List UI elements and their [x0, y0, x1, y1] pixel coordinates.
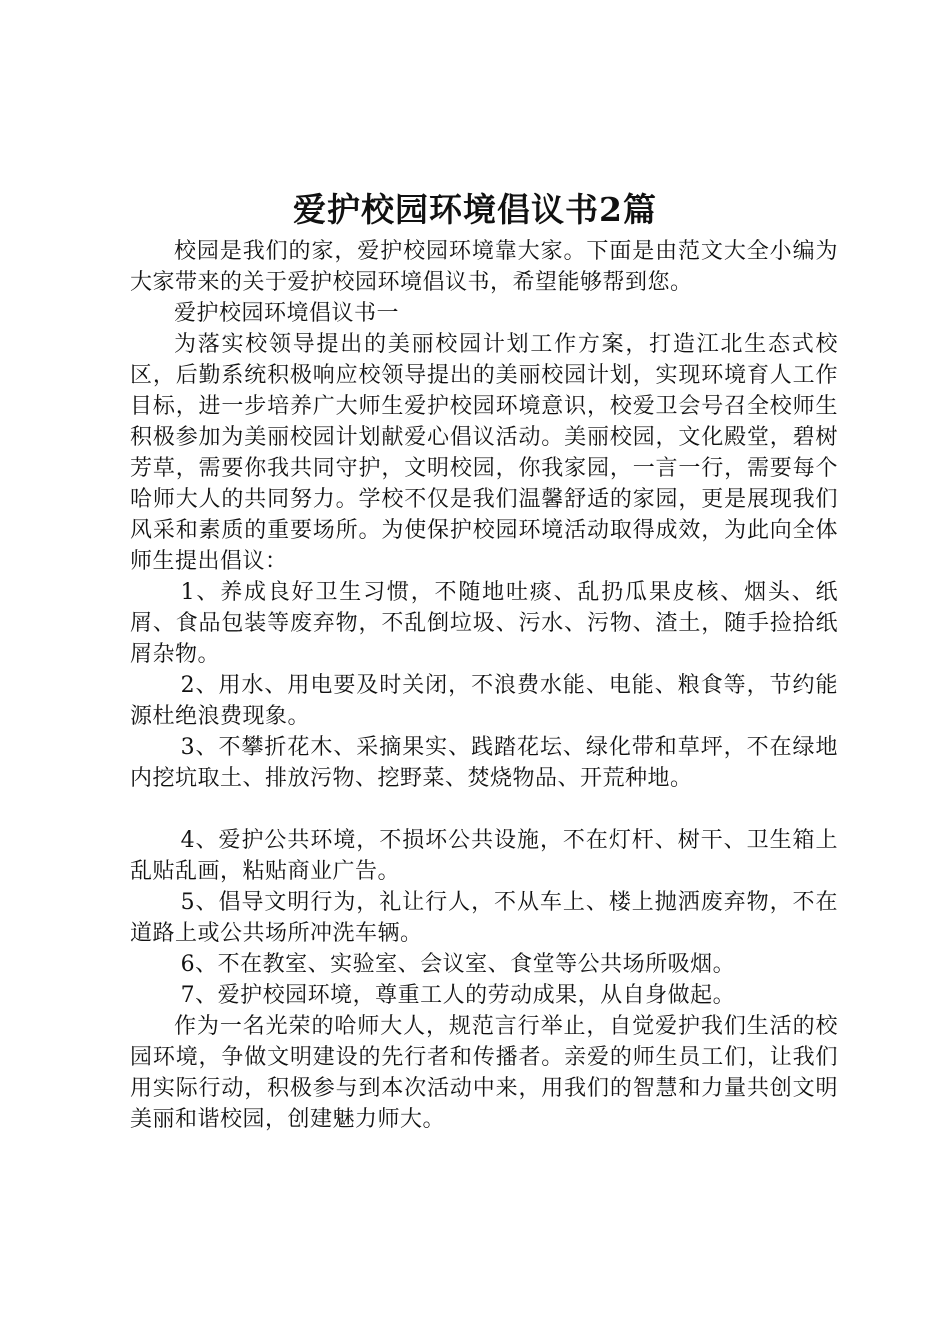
- intro-paragraph: 校园是我们的家，爱护校园环境靠大家。下面是由范文大全小编为大家带来的关于爱护校园环境倡议书，希望能够帮到您。: [130, 239, 838, 295]
- proposal-item-1: 1、养成良好卫生习惯，不随地吐痰、乱扔瓜果皮核、烟头、纸屑、食品包装等废弃物，不乱倒垃圾、污水、污物、渣土，随手捡拾纸屑杂物。: [130, 580, 838, 667]
- proposal-item-5: 5、倡导文明行为，礼让行人，不从车上、楼上抛洒废弃物，不在道路上或公共场所冲洗车辆。: [130, 890, 838, 946]
- proposal-item-6: 6、不在教室、实验室、会议室、食堂等公共场所吸烟。: [180, 952, 736, 977]
- document-title: 爱护校园环境倡议书2篇: [293, 190, 657, 229]
- proposal-item-4: 4、爱护公共环境，不损坏公共设施，不在灯杆、树干、卫生箱上乱贴乱画，粘贴商业广告。: [130, 828, 838, 884]
- document-body: [130, 236, 838, 1135]
- proposal-item-7: 7、爱护校园环境，尊重工人的劳动成果，从自身做起。: [180, 983, 736, 1008]
- section-heading: 爱护校园环境倡议书一: [174, 301, 400, 326]
- closing-paragraph: 作为一名光荣的哈师大人，规范言行举止，自觉爱护我们生活的校园环境，争做文明建设的先行者和传播者。亲爱的师生员工们，让我们用实际行动，积极参与到本次活动中来，用我们的智慧和力量共创文明美丽和谐校园，创建魅力师大。: [130, 1014, 838, 1132]
- body-paragraph: 为落实校领导提出的美丽校园计划工作方案，打造江北生态式校区，后勤系统积极响应校领导提出的美丽校园计划，实现环境育人工作目标，进一步培养广大师生爱护校园环境意识，校爱卫会号召全校师生积极参加为美丽校园计划献爱心倡议活动。美丽校园，文化殿堂，碧树芳草，需要你我共同守护，文明校园，你我家园，一言一行，需要每个哈师大人的共同努力。学校不仅是我们温馨舒适的家园，更是展现我们风采和素质的重要场所。为使保护校园环境活动取得成效，为此向全体师生提出倡议：: [130, 332, 838, 574]
- proposal-item-3: 3、不攀折花木、采摘果实、践踏花坛、绿化带和草坪，不在绿地内挖坑取土、排放污物、挖野菜、焚烧物品、开荒种地。: [130, 735, 838, 791]
- proposal-item-2: 2、用水、用电要及时关闭，不浪费水能、电能、粮食等，节约能源杜绝浪费现象。: [130, 673, 838, 729]
